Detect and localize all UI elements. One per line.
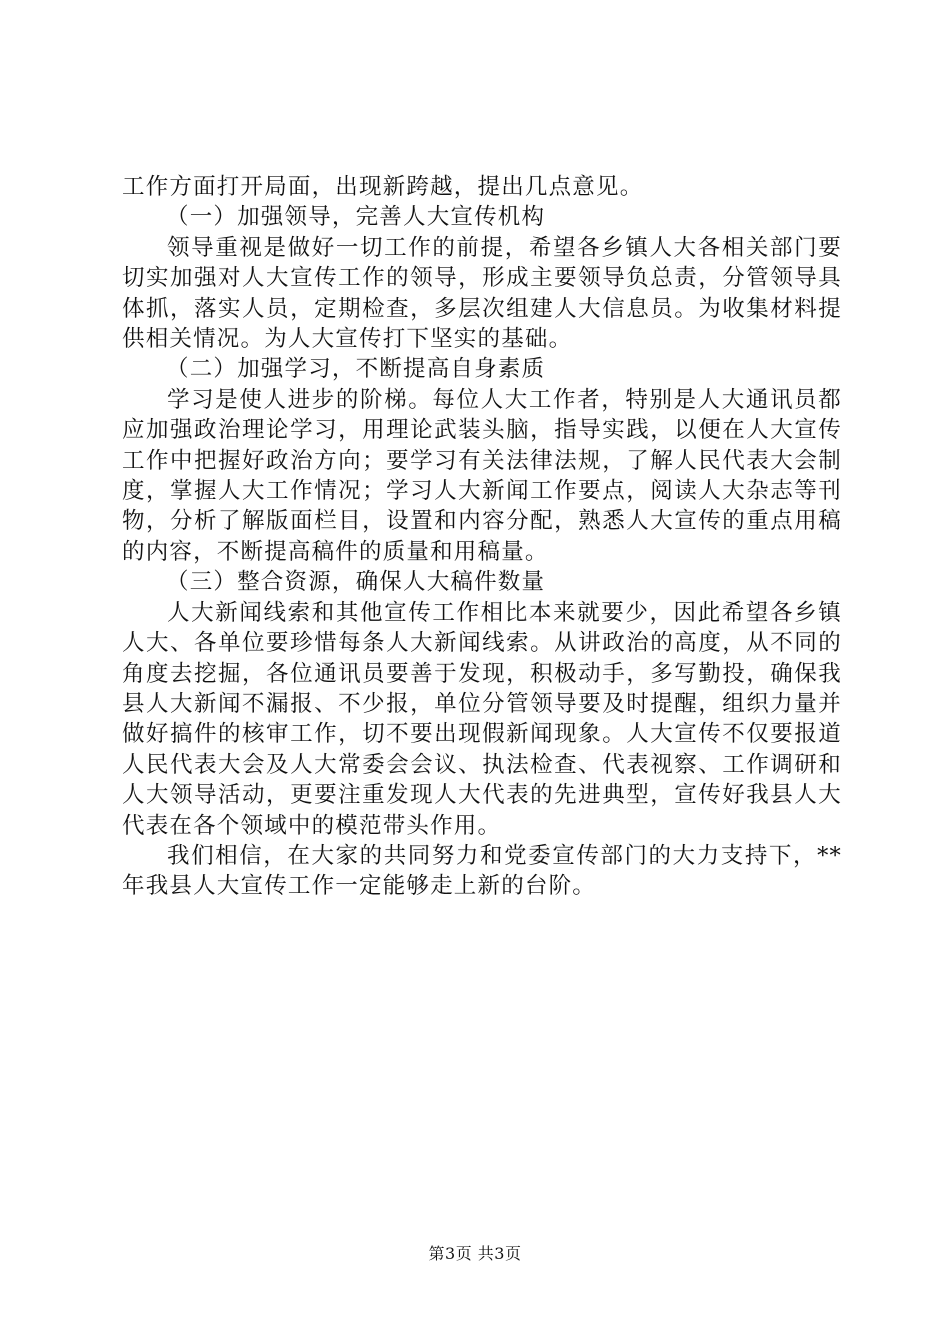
- section-heading-3: （三）整合资源，确保人大稿件数量: [166, 569, 546, 596]
- paragraph-body: 领导重视是做好一切工作的前提，希望各乡镇人大各相关部门要切实加强对人大宣传工作的领导，形成主要领导负总责，分管领导具体抓，落实人员，定期检查，多层次组建人大信息员。为收集材料提供相关情况。为人大宣传打下坚实的基础。: [122, 234, 842, 353]
- paragraph-closing: 我们相信，在大家的共同努力和党委宣传部门的大力支持下，**年我县人大宣传工作一定能够走上新的台阶。: [122, 842, 842, 900]
- document-body: [122, 172, 842, 902]
- page-number-label: 第3页 共3页: [428, 1244, 522, 1263]
- section-heading-1: （一）加强领导，完善人大宣传机构: [166, 204, 546, 231]
- section-heading-2: （二）加强学习，不断提高自身素质: [166, 356, 546, 383]
- paragraph-continuation: 工作方面打开局面，出现新跨越，提出几点意见。: [122, 174, 644, 200]
- paragraph-body: 学习是使人进步的阶梯。每位人大工作者，特别是人大通讯员都应加强政治理论学习，用理论武装头脑，指导实践，以便在人大宣传工作中把握好政治方向；要学习有关法律法规，了解人民代表大会制度，掌握人大工作情况；学习人大新闻工作要点，阅读人大杂志等刊物，分析了解版面栏目，设置和内容分配，熟悉人大宣传的重点用稿的内容，不断提高稿件的质量和用稿量。: [122, 386, 842, 565]
- paragraph-body: 人大新闻线索和其他宣传工作相比本来就要少，因此希望各乡镇人大、各单位要珍惜每条人大新闻线索。从讲政治的高度，从不同的角度去挖掘，各位通讯员要善于发现，积极动手，多写勤投，确保我县人大新闻不漏报、不少报，单位分管领导要及时提醒，组织力量并做好搞件的核审工作，切不要出现假新闻现象。人大宣传不仅要报道人民代表大会及人大常委会会议、执法检查、代表视察、工作调研和人大领导活动，更要注重发现人大代表的先进典型，宣传好我县人大代表在各个领域中的模范带头作用。: [122, 599, 842, 839]
- page-footer: [0, 1241, 950, 1264]
